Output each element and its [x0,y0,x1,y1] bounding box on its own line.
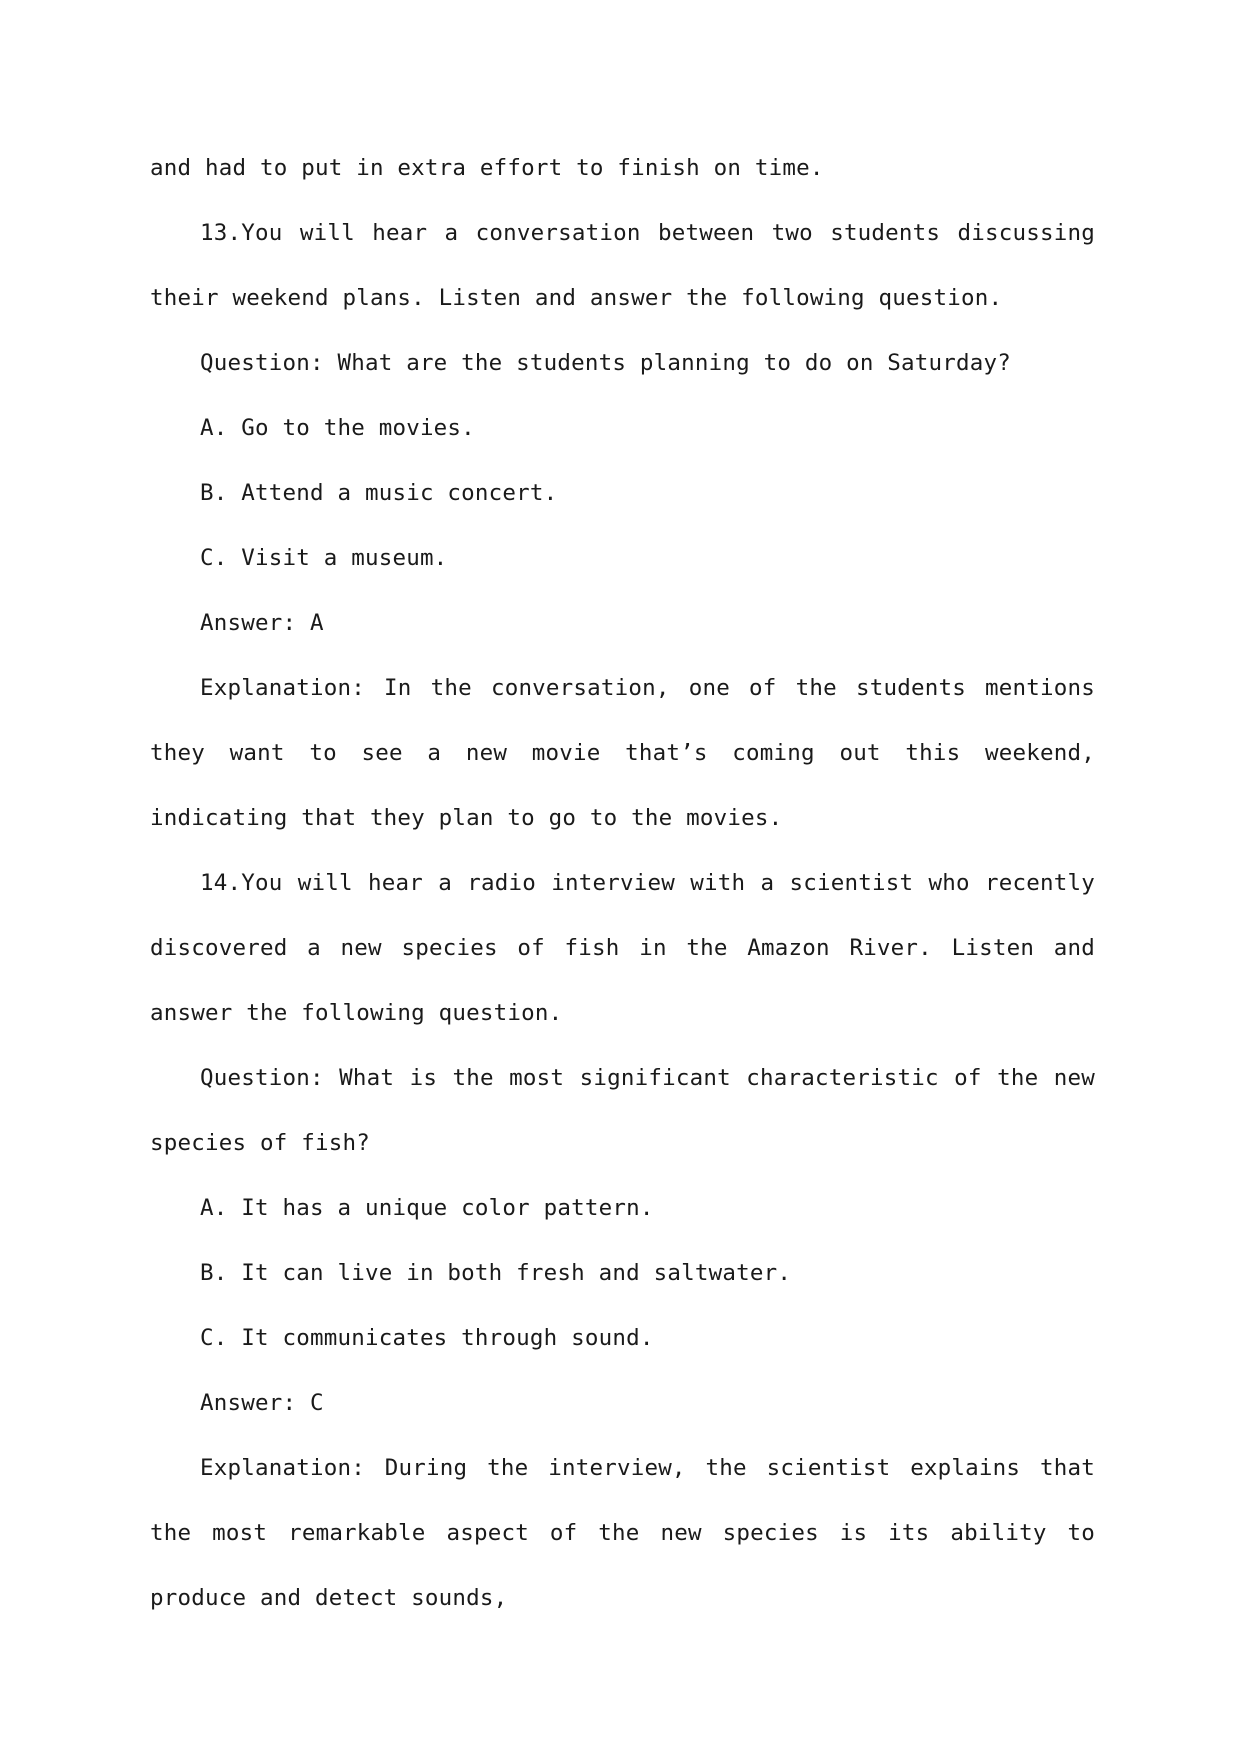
question-13-option-c: C. Visit a museum. [200,545,448,571]
question-13-prompt: 13.You will hear a conversation between two students discussing their weekend plans. Listen and answer the following question. [150,220,1095,311]
question-13-question: Question: What are the students planning to do on Saturday? [200,350,1012,376]
question-13-answer: Answer: A [200,610,324,636]
question-13-explanation: Explanation: In the conversation, one of the students mentions they want to see a new movie that’s coming out this weekend, indicating that they plan to go to the movies. [150,675,1095,831]
question-14-option-a: A. It has a unique color pattern. [200,1195,654,1221]
question-14-prompt: 14.You will hear a radio interview with a scientist who recently discovered a new species of fish in the Amazon River. Listen and answer the following question. [150,870,1095,1026]
question-14-option-c: C. It communicates through sound. [200,1325,654,1351]
question-13-option-a: A. Go to the movies. [200,415,475,441]
question-13-option-b: B. Attend a music concert. [200,480,558,506]
question-14-question: Question: What is the most significant characteristic of the new species of fish? [150,1065,1095,1156]
question-14-explanation: Explanation: During the interview, the scientist explains that the most remarkable aspect of the new species is its ability to produce and detect sounds, [150,1455,1095,1611]
question-14-option-b: B. It can live in both fresh and saltwater. [200,1260,792,1286]
document-body [150,136,1095,1631]
continuation-paragraph: and had to put in extra effort to finish on time. [150,155,824,181]
question-14-answer: Answer: C [200,1390,324,1416]
